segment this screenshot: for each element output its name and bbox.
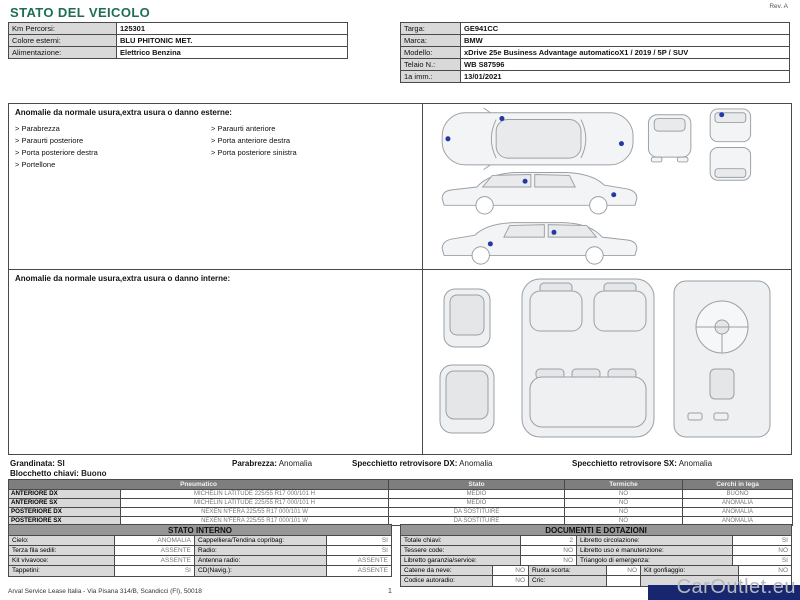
field-value: NO bbox=[607, 566, 641, 575]
info-row bbox=[9, 35, 348, 47]
info-label: Colore esterni: bbox=[9, 35, 117, 47]
field-value: NO bbox=[778, 547, 788, 554]
tires-header-cerchi: Cerchi in lega bbox=[683, 480, 793, 490]
field-label: Libretto uso e manutenzione: bbox=[577, 546, 733, 555]
specchietto-sx-value: Anomalia bbox=[678, 459, 713, 468]
stato-interno-title: STATO INTERNO bbox=[9, 525, 391, 536]
tire-stato: DA SOSTITUIRE bbox=[389, 517, 565, 526]
car-front-view bbox=[648, 115, 690, 162]
list-item: > Portellone bbox=[15, 160, 56, 169]
stato-interno-table bbox=[8, 524, 392, 577]
specchietto-sx-status bbox=[572, 459, 712, 468]
tires-header-pneumatico: Pneumatico bbox=[9, 480, 389, 490]
info-label: Telaio N.: bbox=[401, 59, 461, 71]
field-label: Radio: bbox=[195, 546, 327, 555]
interior-panels bbox=[440, 289, 494, 433]
table-row bbox=[9, 566, 391, 576]
car-top-view bbox=[442, 108, 633, 170]
table-row bbox=[401, 556, 791, 566]
tire-stato: MEDIO bbox=[389, 490, 565, 499]
tire-row bbox=[9, 490, 793, 499]
info-row bbox=[9, 47, 348, 59]
tire-stato: MEDIO bbox=[389, 499, 565, 508]
external-anomalies-text bbox=[9, 104, 423, 269]
car-interior-views-diagram bbox=[426, 273, 788, 445]
field-label: Cielo: bbox=[9, 536, 115, 545]
list-item: > Porta posteriore destra bbox=[15, 148, 98, 157]
specchietto-dx-value: Anomalia bbox=[459, 459, 493, 468]
info-row bbox=[401, 35, 790, 47]
info-row bbox=[401, 71, 790, 83]
field-label: Kit vivavoce: bbox=[9, 556, 115, 565]
info-label: Modello: bbox=[401, 47, 461, 59]
tires-table bbox=[8, 479, 793, 526]
internal-anomalies-section bbox=[9, 270, 791, 454]
tire-cerchi: ANOMALIA bbox=[683, 508, 793, 517]
info-label: Alimentazione: bbox=[9, 47, 117, 59]
info-label: Targa: bbox=[401, 23, 461, 35]
car-side-view-mirrored bbox=[442, 223, 637, 264]
info-value: GE941CC bbox=[461, 23, 790, 35]
watermark-caroutlet: CarOutlet.eu bbox=[676, 576, 796, 598]
interior-floorplan bbox=[522, 279, 654, 437]
info-label: 1a imm.: bbox=[401, 71, 461, 83]
info-row bbox=[401, 23, 790, 35]
external-anomalies-col1 bbox=[15, 123, 205, 171]
interior-diagram-pane bbox=[423, 270, 791, 454]
external-anomalies-lists bbox=[15, 123, 416, 171]
info-value: Elettrico Benzina bbox=[117, 47, 348, 59]
tire-model: MICHELIN LATITUDE 225/55 R17 000/101 H bbox=[121, 490, 389, 499]
field-value: NO bbox=[493, 566, 529, 575]
interior-dashboard bbox=[674, 281, 770, 437]
field-value: ASSENTE bbox=[115, 546, 195, 555]
tire-cerchi: ANOMALIA bbox=[683, 499, 793, 508]
car-exterior-views-diagram bbox=[426, 107, 788, 267]
field-value: ASSENTE bbox=[357, 557, 388, 564]
field-value: ANOMALIA bbox=[115, 536, 195, 545]
field-label: Cric: bbox=[529, 576, 607, 586]
parabrezza-label: Parabrezza: bbox=[232, 459, 277, 468]
grandinata-value: SI bbox=[57, 459, 65, 468]
tire-cerchi: ANOMALIA bbox=[683, 517, 793, 526]
list-item: > Paraurti anteriore bbox=[211, 124, 276, 133]
field-label: Triangolo di emergenza: bbox=[577, 556, 733, 565]
table-row bbox=[401, 536, 791, 546]
field-value: NO bbox=[521, 556, 577, 565]
tire-position: POSTERIORE SX bbox=[9, 517, 121, 526]
tire-model: MICHELIN LATITUDE 225/55 R17 000/101 H bbox=[121, 499, 389, 508]
field-value: SI bbox=[781, 537, 788, 544]
specchietto-dx-label: Specchietto retrovisore DX: bbox=[352, 459, 458, 468]
field-value: SI bbox=[115, 566, 195, 576]
field-label: Codice autoradio: bbox=[401, 576, 493, 586]
tire-cerchi: BUONO bbox=[683, 490, 793, 499]
internal-anomalies-text bbox=[9, 270, 423, 454]
field-value: SI bbox=[381, 537, 388, 544]
anomalies-box bbox=[8, 103, 792, 455]
tire-position: ANTERIORE SX bbox=[9, 499, 121, 508]
footer-page-number: 1 bbox=[388, 588, 392, 595]
field-label: Terza fila sedili: bbox=[9, 546, 115, 555]
parabrezza-value: Anomalia bbox=[278, 459, 313, 468]
revision-label: Rev. A bbox=[769, 3, 788, 10]
field-label: Kit gonfiaggio: bbox=[641, 566, 739, 575]
tire-row bbox=[9, 499, 793, 508]
tire-termiche: NO bbox=[565, 499, 683, 508]
tires-header-stato: Stato bbox=[389, 480, 565, 490]
tire-model: NEXEN N'FERA 225/55 R17 000/101 W bbox=[121, 508, 389, 517]
field-value: SI bbox=[781, 557, 788, 564]
tire-termiche: NO bbox=[565, 490, 683, 499]
info-label: Km Percorsi: bbox=[9, 23, 117, 35]
list-item: > Porta posteriore sinistra bbox=[211, 148, 297, 157]
info-value: WB S87596 bbox=[461, 59, 790, 71]
car-side-view bbox=[442, 173, 637, 214]
table-row bbox=[9, 536, 391, 546]
field-value: 2 bbox=[521, 536, 577, 545]
external-anomalies-col2 bbox=[211, 123, 401, 171]
info-value: 125301 bbox=[117, 23, 348, 35]
car-rear-views bbox=[710, 109, 750, 180]
field-label: Ruota scorta: bbox=[529, 566, 607, 575]
list-item: > Paraurti posteriore bbox=[15, 136, 84, 145]
tires-header-row bbox=[9, 480, 793, 490]
tire-termiche: NO bbox=[565, 508, 683, 517]
field-label: Antenna radio: bbox=[195, 556, 327, 565]
list-item: > Porta anteriore destra bbox=[211, 136, 291, 145]
field-label: Tessere code: bbox=[401, 546, 521, 555]
field-value: ASSENTE bbox=[115, 556, 195, 565]
tires-header-termiche: Termiche bbox=[565, 480, 683, 490]
field-value: SI bbox=[381, 547, 388, 554]
tire-termiche: NO bbox=[565, 517, 683, 526]
external-anomalies-section bbox=[9, 104, 791, 270]
blocchetto-value: Buono bbox=[81, 469, 107, 478]
page-title: STATO DEL VEICOLO bbox=[10, 5, 151, 20]
exterior-diagram-pane bbox=[423, 104, 791, 269]
field-value bbox=[607, 576, 641, 586]
documenti-title: DOCUMENTI E DOTAZIONI bbox=[401, 525, 791, 536]
grandinata-status bbox=[10, 459, 65, 468]
specchietto-dx-status bbox=[352, 459, 493, 468]
info-row bbox=[401, 47, 790, 59]
tire-stato: DA SOSTITUIRE bbox=[389, 508, 565, 517]
tire-model: NEXEN N'FERA 225/55 R17 000/101 W bbox=[121, 517, 389, 526]
tire-row bbox=[9, 508, 793, 517]
info-label: Marca: bbox=[401, 35, 461, 47]
tire-position: POSTERIORE DX bbox=[9, 508, 121, 517]
footer-address: Arval Service Lease Italia - Via Pisana 314/B, Scandicci (FI), 50018 bbox=[8, 588, 202, 595]
info-value: BMW bbox=[461, 35, 790, 47]
external-anomalies-title: Anomalie da normale usura,extra usura o danno esterne: bbox=[15, 108, 232, 117]
table-row bbox=[401, 566, 791, 576]
blocchetto-status bbox=[10, 469, 106, 478]
field-label: Libretto circolazione: bbox=[577, 536, 733, 545]
field-label: Totale chiavi: bbox=[401, 536, 521, 545]
field-value: NO bbox=[493, 576, 529, 586]
grandinata-label: Grandinata: bbox=[10, 459, 55, 468]
table-row bbox=[9, 556, 391, 566]
specchietto-sx-label: Specchietto retrovisore SX: bbox=[572, 459, 677, 468]
field-label: Catene da neve: bbox=[401, 566, 493, 575]
tire-position: ANTERIORE DX bbox=[9, 490, 121, 499]
field-value: ASSENTE bbox=[357, 567, 388, 574]
field-label: Libretto garanzia/service: bbox=[401, 556, 521, 565]
field-value: NO bbox=[778, 567, 788, 574]
table-row bbox=[401, 546, 791, 556]
table-row bbox=[9, 546, 391, 556]
field-label: Cappelliera/Tendina copribag: bbox=[195, 536, 327, 545]
info-value: 13/01/2021 bbox=[461, 71, 790, 83]
info-row bbox=[401, 59, 790, 71]
internal-anomalies-title: Anomalie da normale usura,extra usura o danno interne: bbox=[15, 274, 231, 283]
parabrezza-status bbox=[232, 459, 312, 468]
blocchetto-label: Blocchetto chiavi: bbox=[10, 469, 79, 478]
vehicle-info-right-table bbox=[400, 22, 790, 83]
field-value: NO bbox=[521, 546, 577, 555]
field-label: CD(Navig.): bbox=[195, 566, 327, 576]
info-value: xDrive 25e Business Advantage automaticoX1 / 2019 / 5P / SUV bbox=[461, 47, 790, 59]
field-label: Tappetini: bbox=[9, 566, 115, 576]
info-value: BLU PHITONIC MET. bbox=[117, 35, 348, 47]
list-item: > Parabrezza bbox=[15, 124, 60, 133]
vehicle-info-left-table bbox=[8, 22, 348, 59]
info-row bbox=[9, 23, 348, 35]
